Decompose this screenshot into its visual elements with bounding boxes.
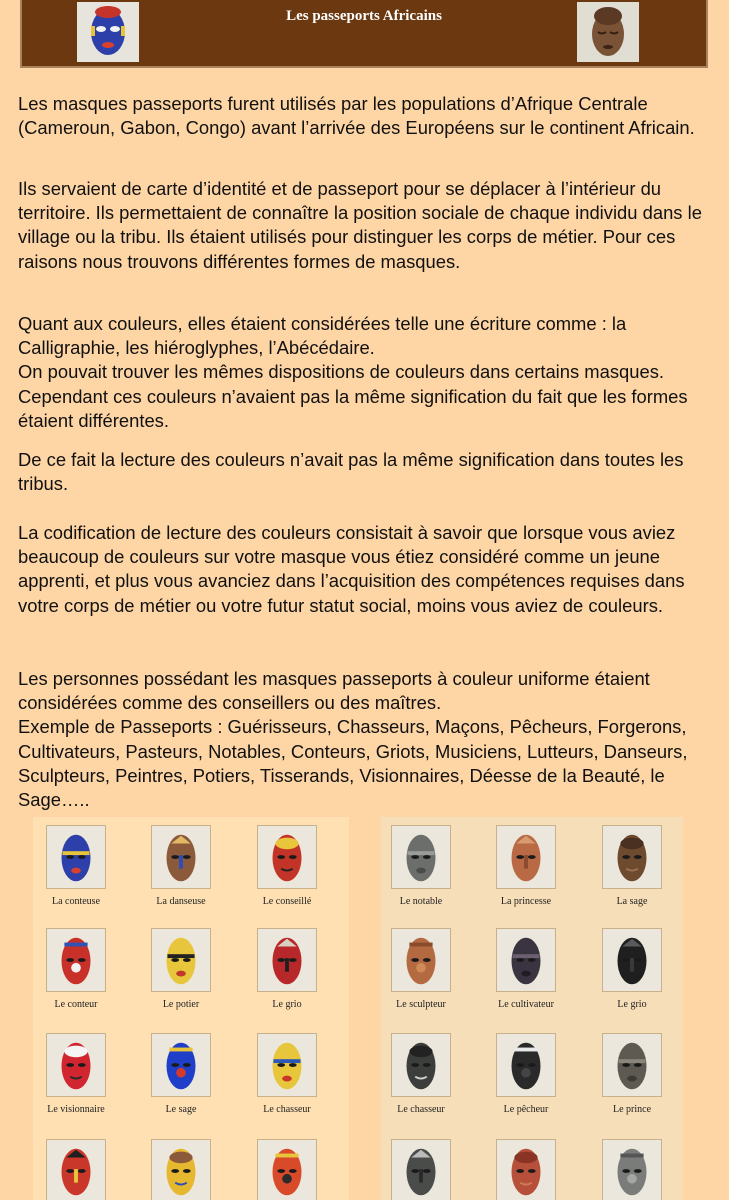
paragraph-examples: [18, 667, 718, 812]
mask-caption: Le notable: [399, 896, 443, 907]
mask-yellow-partial-icon: [152, 1140, 210, 1200]
mask-gallery-colored: [33, 817, 349, 1200]
mask-photo: [602, 1033, 662, 1097]
mask-photo: [46, 1033, 106, 1097]
mask-caption: La princesse: [500, 896, 552, 907]
mask-grey-brown-icon: [603, 1034, 661, 1096]
mask-dark-grey-icon: [392, 1034, 450, 1096]
mask-brown-icon: [577, 2, 639, 62]
paragraph-reading: [18, 448, 718, 496]
paragraph-text: De ce fait la lecture des couleurs n’avait pas la même signification dans toutes les tribus.: [18, 449, 684, 495]
mask-multicolor-icon: [258, 1034, 316, 1096]
paragraph-text: Exemple de Passeports : Guérisseurs, Chasseurs, Maçons, Pêcheurs, Forgerons, Cultivateurs, Pasteurs, Notables, Conteurs, Griots, Musiciens, Lutteurs, Danseurs, Sculpteurs, Peintres, Potiers, Tisserands, Visionnaires, Déesse de la Beauté, le Sage…..: [18, 716, 688, 811]
mask-photo: [257, 1139, 317, 1200]
mask-grey-partial-icon: [392, 1140, 450, 1200]
mask-light-grey-partial-icon: [603, 1140, 661, 1200]
mask-terracotta-icon: [497, 826, 555, 888]
mask-blue-yellow-icon: [152, 1034, 210, 1096]
mask-red-yellow-icon: [258, 826, 316, 888]
mask-dark-icon: [497, 929, 555, 991]
mask-caption: Le sculpteur: [396, 999, 446, 1010]
mask-brown-icon: [603, 826, 661, 888]
mask-photo: [602, 825, 662, 889]
paragraph-text: Ils servaient de carte d’identité et de passeport pour se déplacer à l’intérieur du territoire. Ils permettaient de connaître la position sociale de chaque individu dans le village ou la tribu. Ils étaient utilisés pour distinguer les corps de métier. Pour ces raisons nous trouvons différentes formes de masques.: [18, 178, 702, 272]
mask-caption: Le conteur: [54, 999, 98, 1010]
mask-caption: La danseuse: [156, 896, 206, 907]
mask-photo: [496, 825, 556, 889]
paragraph-text: La codification de lecture des couleurs consistait à savoir que lorsque vous aviez beaucoup de couleurs sur votre masque vous étiez considéré comme un jeune apprenti, et plus vous avanciez dans l’acquisition des compétences requises dans votre corps de métier ou votre futur statut social, moins vous aviez de couleurs.: [18, 522, 685, 616]
mask-clay-icon: [392, 929, 450, 991]
paragraph-text: On pouvait trouver les mêmes dispositions de couleurs dans certains masques. Cependant ces couleurs n’avaient pas la même signification du fait que les formes étaient différentes.: [18, 361, 688, 431]
paragraph-text: Les personnes possédant les masques passeports à couleur uniforme étaient considérées comme des conseillers ou des maîtres.: [18, 668, 650, 714]
paragraph-text: Les masques passeports furent utilisés par les populations d’Afrique Centrale (Cameroun, Gabon, Congo) avant l’arrivée des Européens sur le continent Africain.: [18, 93, 695, 139]
mask-caption: Le sage: [165, 1104, 197, 1115]
mask-caption: Le visionnaire: [47, 1104, 105, 1115]
mask-caption: Le conseillé: [262, 896, 312, 907]
mask-photo: [391, 825, 451, 889]
mask-photo: [496, 928, 556, 992]
mask-grey-icon: [392, 826, 450, 888]
mask-photo: [46, 1139, 106, 1200]
mask-photo: [391, 928, 451, 992]
mask-caption: La conteuse: [51, 896, 101, 907]
mask-photo: [151, 1033, 211, 1097]
mask-red-clay-partial-icon: [497, 1140, 555, 1200]
mask-caption: Le chasseur: [263, 1104, 311, 1115]
mask-orange-partial-icon: [258, 1140, 316, 1200]
mask-photo: [391, 1033, 451, 1097]
paragraph-text: Quant aux couleurs, elles étaient considérées telle une écriture comme : la Calligraphie, les hiéroglyphes, l’Abécédaire.: [18, 313, 627, 359]
mask-caption: Le chasseur: [397, 1104, 445, 1115]
mask-photo: [496, 1033, 556, 1097]
mask-caption: Le pêcheur: [503, 1104, 549, 1115]
mask-photo: [602, 1139, 662, 1200]
mask-photo: [46, 928, 106, 992]
mask-photo: [257, 928, 317, 992]
mask-caption: Le potier: [162, 999, 200, 1010]
mask-red-blue-icon: [47, 929, 105, 991]
banner-mask-image-right: [577, 2, 639, 62]
mask-black-icon: [603, 929, 661, 991]
mask-caption: Le grio: [617, 999, 647, 1010]
mask-blue-red-icon: [47, 826, 105, 888]
mask-red-yellow-partial-icon: [47, 1140, 105, 1200]
mask-gallery-uniform: [381, 817, 683, 1200]
mask-photo: [151, 928, 211, 992]
mask-round-pattern-icon: [152, 929, 210, 991]
header-banner: [20, 0, 708, 68]
mask-red-black-icon: [258, 929, 316, 991]
mask-red-white-icon: [47, 1034, 105, 1096]
paragraph-colors: [18, 312, 718, 433]
mask-brown-blue-icon: [152, 826, 210, 888]
paragraph-identity: [18, 177, 718, 274]
mask-caption: Le grio: [272, 999, 302, 1010]
page-title: Les passeports Africains: [286, 8, 442, 24]
mask-photo: [151, 825, 211, 889]
mask-photo: [257, 825, 317, 889]
mask-photo: [496, 1139, 556, 1200]
paragraph-codification: [18, 521, 718, 618]
mask-photo: [391, 1139, 451, 1200]
mask-photo: [602, 928, 662, 992]
mask-photo: [257, 1033, 317, 1097]
mask-black-white-icon: [497, 1034, 555, 1096]
mask-caption: La sage: [616, 896, 648, 907]
mask-photo: [151, 1139, 211, 1200]
paragraph-intro: [18, 92, 718, 140]
mask-photo: [46, 825, 106, 889]
mask-caption: Le prince: [612, 1104, 652, 1115]
mask-caption: Le cultivateur: [498, 999, 554, 1010]
